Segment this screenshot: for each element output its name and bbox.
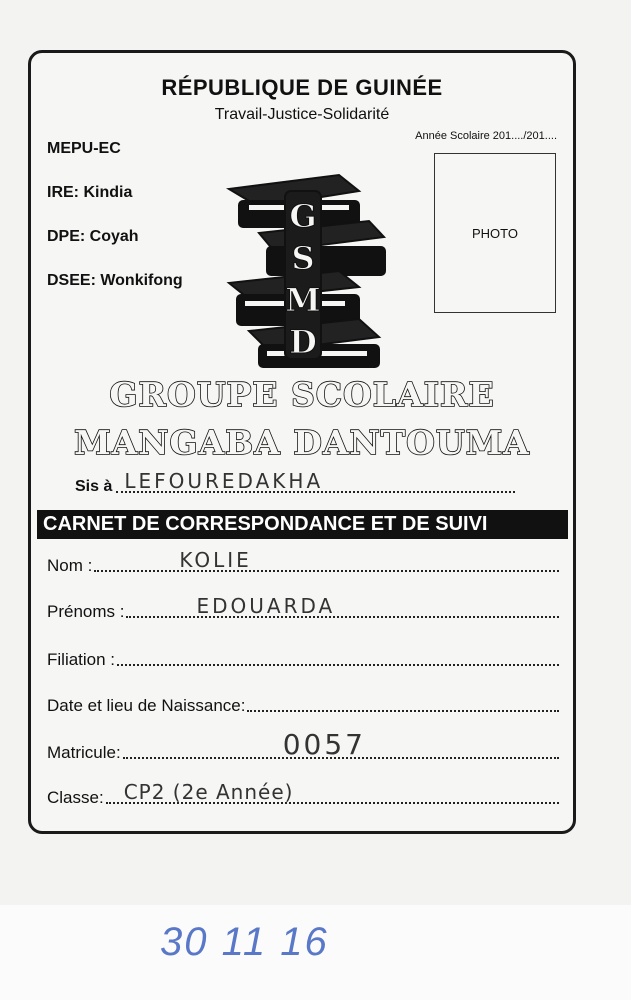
field-matricule-value: 0057 — [282, 728, 366, 761]
field-prenoms-label: Prénoms : — [47, 602, 125, 621]
field-matricule-label: Matricule: — [47, 743, 121, 762]
field-classe-value: CP2 (2e Année) — [123, 780, 294, 804]
field-nom — [47, 548, 559, 576]
logo-letter-m: M — [285, 281, 321, 319]
field-nom-value: KOLIE — [179, 548, 252, 572]
photo-label: PHOTO — [472, 225, 518, 241]
field-prenoms-value: EDOUARDA — [196, 594, 336, 618]
books-logo — [219, 171, 399, 371]
field-classe-label: Classe: — [47, 788, 104, 807]
school-name-line1: GROUPE SCOLAIRE — [109, 375, 495, 414]
admin-dpe: DPE: Coyah — [47, 228, 139, 245]
field-nom-label: Nom : — [47, 556, 93, 575]
republic-title: RÉPUBLIQUE DE GUINÉE — [161, 75, 443, 100]
field-prenoms — [47, 594, 559, 622]
field-naissance — [47, 696, 559, 716]
field-filiation-label: Filiation : — [47, 650, 116, 669]
admin-dsee: DSEE: Wonkifong — [47, 272, 183, 289]
school-year: Année Scolaire 201..../201.... — [415, 130, 557, 142]
admin-ministry: MEPU-EC — [47, 140, 121, 157]
national-motto: Travail-Justice-Solidarité — [214, 106, 390, 123]
location-value: LEFOUREDAKHA — [124, 469, 324, 493]
location-field — [75, 469, 515, 496]
photo-box — [434, 153, 556, 313]
location-label: Sis à — [75, 478, 113, 495]
correspondence-card — [28, 50, 576, 834]
school-name-line2: MANGABA DANTOUMA — [74, 423, 530, 462]
logo-letter-s: S — [291, 239, 315, 277]
field-matricule — [47, 728, 559, 763]
field-classe — [47, 780, 559, 808]
field-filiation — [47, 650, 559, 670]
logo-letter-d: D — [289, 323, 317, 361]
admin-ire: IRE: Kindia — [47, 184, 133, 201]
field-naissance-label: Date et lieu de Naissance: — [47, 696, 246, 715]
card-banner: CARNET DE CORRESPONDANCE ET DE SUIVI — [37, 510, 568, 539]
handwritten-date: 30 11 16 — [160, 920, 329, 964]
logo-letter-g: G — [289, 197, 317, 235]
